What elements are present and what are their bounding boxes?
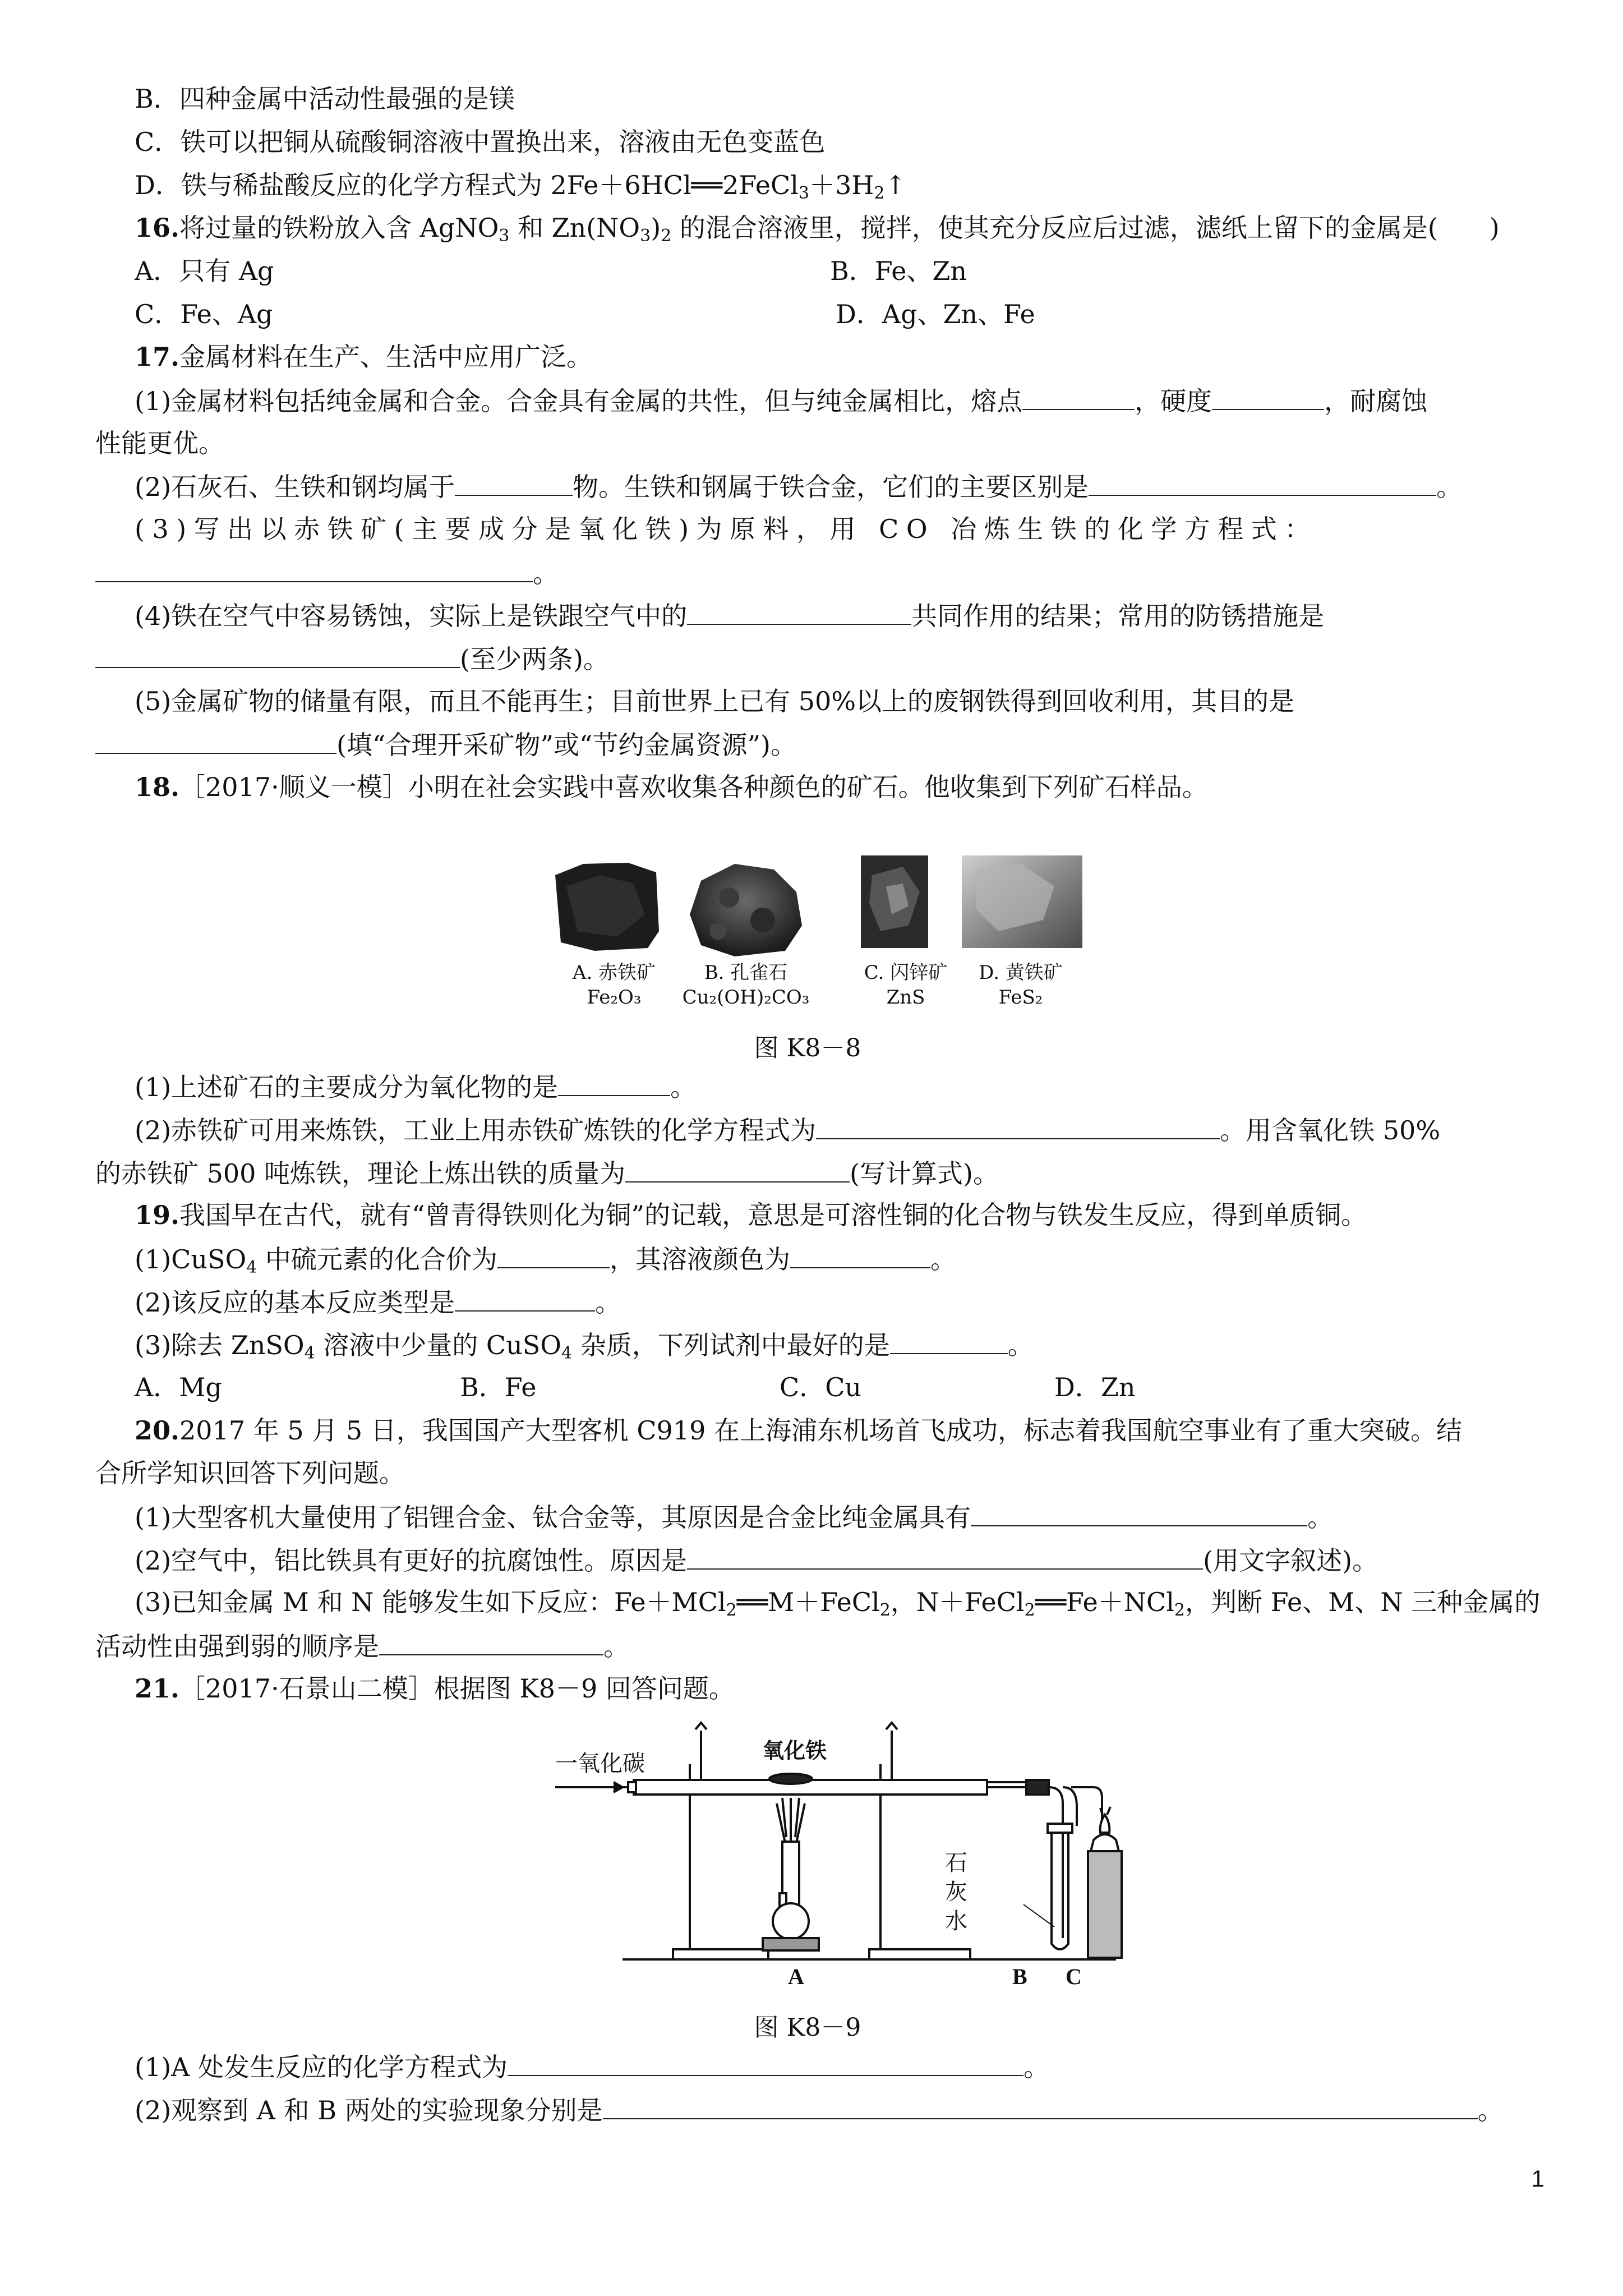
- malachite-image: [690, 864, 802, 956]
- ore-d-label: D. 黄铁矿 FeS₂: [979, 961, 1063, 1009]
- q17-part2: (2)石灰石、生铁和钢均属于 物。生铁和钢属于铁合金，它们的主要区别是 。: [135, 470, 1462, 503]
- answer-blank[interactable]: [1212, 384, 1324, 410]
- q16-option-c: C．Fe、Ag: [135, 299, 273, 329]
- answer-blank[interactable]: [95, 556, 533, 582]
- ore-b-label: B. 孔雀石 Cu₂(OH)₂CO₃: [682, 961, 810, 1009]
- answer-blank[interactable]: [687, 1544, 1203, 1570]
- sphalerite-image: [861, 855, 928, 948]
- answer-blank[interactable]: [95, 642, 460, 668]
- ore-samples-figure: [550, 853, 1144, 970]
- q15-option-b: B．四种金属中活动性最强的是镁: [135, 84, 515, 114]
- answer-blank[interactable]: [890, 1328, 1008, 1354]
- label-b: B: [1012, 1964, 1027, 1989]
- page-number: 1: [1531, 2165, 1544, 2192]
- q17-part1: (1)金属材料包括纯金属和合金。合金具有金属的共性，但与纯金属相比，熔点 ，硬度 ，耐腐蚀: [135, 384, 1427, 417]
- answer-blank[interactable]: [558, 1070, 670, 1096]
- q19-part2: (2)该反应的基本反应类型是 。: [135, 1286, 621, 1318]
- iron-oxide-label: 氧化铁: [763, 1738, 827, 1763]
- answer-blank[interactable]: [1022, 384, 1135, 410]
- q19-option-b: B．Fe: [460, 1372, 537, 1402]
- q15-option-c: C．铁可以把铜从硫酸铜溶液中置换出来，溶液由无色变蓝色: [135, 127, 826, 157]
- hematite-image: [555, 863, 659, 951]
- q19-stem: 19.我国早在古代，就有“曾青得铁则化为铜”的记载，意思是可溶性铜的化合物与铁发生反应，得到单质铜。: [135, 1200, 1367, 1230]
- q20-part3-cont: 活动性由强到弱的顺序是 。: [95, 1630, 629, 1662]
- q21-stem: 21.［2017·石景山二模］根据图 K8－9 回答问题。: [135, 1673, 735, 1704]
- answer-blank[interactable]: [790, 1243, 930, 1268]
- q21-part1: (1)A 处发生反应的化学方程式为 。: [135, 2050, 1049, 2083]
- ore-a-label: A. 赤铁矿 Fe₂O₃: [572, 961, 656, 1009]
- answer-blank[interactable]: [971, 1501, 1307, 1526]
- answer-blank[interactable]: [687, 599, 911, 625]
- label-a: A: [788, 1964, 804, 1989]
- figure-k8-8-caption: 图 K8－8: [754, 1034, 861, 1062]
- q18-part1: (1)上述矿石的主要成分为氧化物的是 。: [135, 1070, 696, 1103]
- limewater-label: 石 灰 水: [945, 1850, 967, 1934]
- q19-part1: (1)CuSO$_4$ 中硫元素的化合价为 ，其溶液颜色为 。: [135, 1243, 956, 1275]
- q18-part2: (2)赤铁矿可用来炼铁，工业上用赤铁矿炼铁的化学方程式为 。用含氧化铁 50%: [135, 1114, 1440, 1146]
- figure-k8-9-caption: 图 K8－9: [754, 2013, 861, 2042]
- answer-blank[interactable]: [625, 1157, 850, 1182]
- q17-part5: (5)金属矿物的储量有限，而且不能再生；目前世界上已有 50%以上的废钢铁得到回收利用，其目的是: [135, 686, 1295, 716]
- q21-part2: (2)观察到 A 和 B 两处的实验现象分别是 。: [135, 2093, 1504, 2126]
- q19-part3: (3)除去 ZnSO$_4$ 溶液中少量的 CuSO$_4$ 杂质，下列试剂中最好的是 。: [135, 1328, 1034, 1361]
- q20-part1: (1)大型客机大量使用了铝锂合金、钛合金等，其原因是合金比纯金属具有 。: [135, 1501, 1333, 1533]
- label-c: C: [1066, 1964, 1082, 1989]
- q18-part2-cont: 的赤铁矿 500 吨炼铁，理论上炼出铁的质量为 (写计算式)。: [95, 1157, 999, 1189]
- q17-part4-cont: (至少两条)。: [95, 642, 609, 675]
- q17-part3-cont: 。: [95, 556, 559, 589]
- answer-blank[interactable]: [508, 2050, 1023, 2076]
- ore-c-label: C. 闪锌矿 ZnS: [864, 961, 948, 1009]
- q17-stem: 17.金属材料在生产、生活中应用广泛。: [135, 342, 593, 372]
- q20-part3: (3)已知金属 M 和 N 能够发生如下反应：Fe＋MCl$_2$══M＋FeCl$_2$，N＋FeCl$_2$══Fe＋NCl$_2$，判断 Fe、M、N 三种金属的: [135, 1587, 1541, 1620]
- answer-blank[interactable]: [603, 2093, 1478, 2119]
- q17-part1-cont: 性能更优。: [95, 428, 224, 458]
- answer-blank[interactable]: [455, 470, 573, 496]
- q17-part4: (4)铁在空气中容易锈蚀，实际上是铁跟空气中的 共同作用的结果；常用的防锈措施是: [135, 599, 1324, 632]
- answer-blank[interactable]: [455, 1286, 595, 1312]
- q17-part3: (3)写出以赤铁矿(主要成分是氧化铁)为原料，用 CO 冶炼生铁的化学方程式：: [135, 514, 1318, 544]
- q16-option-a: A．只有 Ag: [135, 256, 274, 286]
- q20-part2: (2)空气中，铝比铁具有更好的抗腐蚀性。原因是 (用文字叙述)。: [135, 1544, 1378, 1576]
- q17-part5-cont: (填“合理开采矿物”或“节约金属资源”)。: [95, 728, 796, 761]
- answer-blank[interactable]: [816, 1114, 1220, 1139]
- pyrite-image: [962, 855, 1082, 948]
- answer-blank[interactable]: [497, 1243, 610, 1268]
- q19-option-d: D．Zn: [1054, 1372, 1136, 1402]
- answer-blank[interactable]: [379, 1630, 603, 1655]
- q19-option-c: C．Cu: [780, 1372, 862, 1402]
- q20-stem-cont: 合所学知识回答下列问题。: [95, 1458, 405, 1488]
- q15-option-d: D．铁与稀盐酸反应的化学方程式为 $2Fe+6HCl══2FeCl_3+3H_2↑$: [135, 170, 906, 203]
- q19-option-a: A．Mg: [135, 1372, 222, 1402]
- q20-stem: 20.2017 年 5 月 5 日，我国国产大型客机 C919 在上海浦东机场首飞成功，标志着我国航空事业有了重大突破。结: [135, 1415, 1462, 1446]
- answer-blank[interactable]: [1089, 470, 1436, 496]
- q16-option-d: D．Ag、Zn、Fe: [836, 299, 1035, 329]
- q16-option-b: B．Fe、Zn: [830, 256, 967, 286]
- q16-stem: 16.将过量的铁粉放入含 AgNO$_3$ 和 $Zn(NO_3)_2$ 的混合溶液里，搅拌，使其充分反应后过滤，滤纸上留下的金属是( ): [135, 213, 1500, 246]
- q18-stem: 18.［2017·顺义一模］小明在社会实践中喜欢收集各种颜色的矿石。他收集到下列矿石样品。: [135, 772, 1208, 802]
- answer-blank[interactable]: [95, 728, 336, 754]
- co-inlet-label: 一氧化碳: [555, 1751, 645, 1777]
